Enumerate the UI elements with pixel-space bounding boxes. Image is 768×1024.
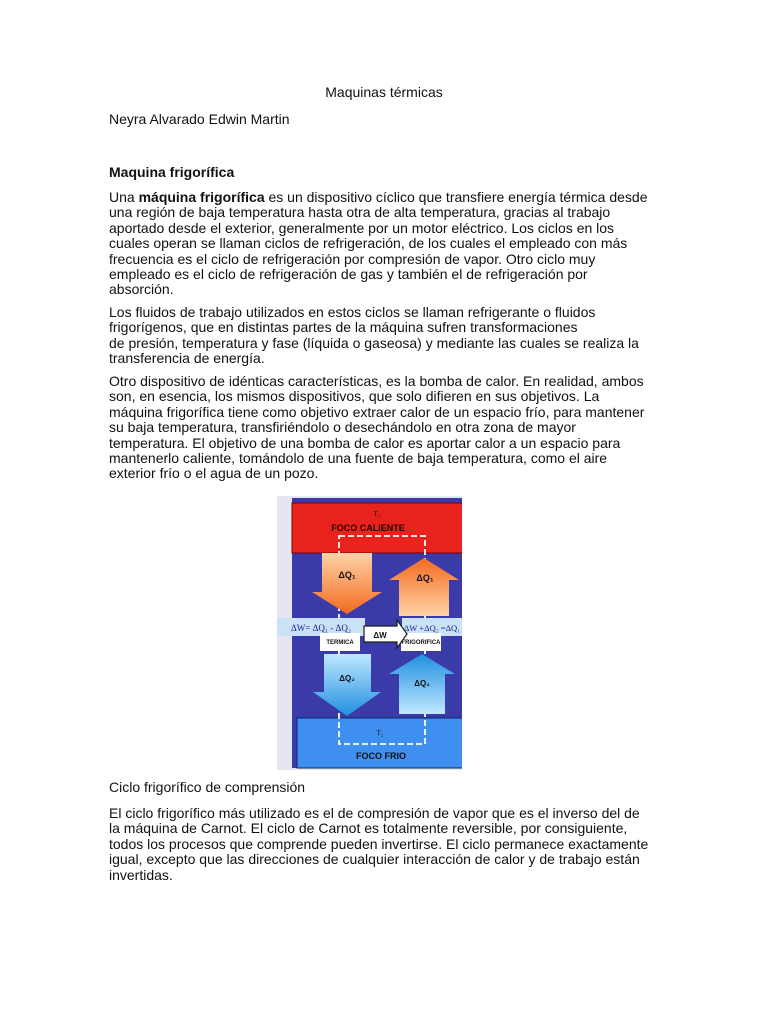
paragraph-4-line: todos los procesos que comprende pueden invertirse. El ciclo permanece exactamente — [109, 835, 649, 852]
frigorifica-label: FRIGORIFICA — [401, 640, 441, 646]
paragraph-2-line: Los fluidos de trabajo utilizados en estos ciclos se llaman refrigerante o fluidos — [109, 304, 596, 320]
eq-right-label: ΔW +ΔQ₂ =ΔQ₁ — [403, 623, 461, 633]
paragraph-2-line: de presión, temperatura y fase (líquida o gaseosa) y mediante las cuales se realiza la — [109, 334, 639, 351]
paragraph-1-line: empleado es el ciclo de refrigeración de gas y también el de refrigeración por — [109, 266, 588, 283]
dq1-left-label: ΔQ₁ — [338, 570, 356, 580]
paragraph-3-line: exterior frío o el agua de un pozo. — [109, 465, 319, 482]
refrigeration-cycle-diagram — [277, 496, 462, 770]
paragraph-3 — [109, 374, 664, 482]
dq2-left-label: ΔQ₂ — [339, 674, 355, 683]
author-name: Neyra Alvarado Edwin Martin — [109, 111, 290, 127]
diagram-caption: Ciclo frigorífico de comprensión — [109, 779, 306, 795]
paragraph-1-line: absorción. — [109, 281, 174, 298]
paragraph-3-line: temperatura. El objetivo de una bomba de calor es aportar calor a un espacio para — [109, 434, 621, 451]
paragraph-1-line: una región de baja temperatura hasta otra de alta temperatura, gracias al trabajo — [109, 204, 611, 221]
dq2-right-label: ΔQ₂ — [414, 679, 430, 688]
dq1-right-label: ΔQ₁ — [416, 573, 434, 583]
eq-left-label: ΔW= ΔQ₁ - ΔQ₂ — [291, 623, 351, 633]
paragraph-4-line: El ciclo frigorífico más utilizado es el de compresión de vapor que es el inverso del de — [109, 805, 640, 821]
paragraph-1-line: frecuencia es el ciclo de refrigeración por compresión de vapor. Otro ciclo muy — [109, 250, 596, 267]
paragraph-1-line: cuales operan se llaman ciclos de refrigeración, de los cuales el empleado con más — [109, 235, 628, 252]
cold-reservoir-label: FOCO FRIO — [356, 751, 406, 761]
paragraph-4-line: igual, excepto que las direcciones de cualquier interacción de calor y de trabajo están — [109, 851, 640, 868]
cold-temp-label: T₂ — [376, 729, 384, 737]
paragraph-4-line: invertidas. — [109, 866, 173, 883]
hot-reservoir-label: FOCO CALIENTE — [331, 523, 405, 533]
paragraph-1 — [109, 190, 664, 298]
document-title: Maquinas térmicas — [325, 84, 443, 100]
bold-term: máquina frigorífica — [138, 189, 265, 205]
work-label: ΔW — [373, 631, 387, 640]
paragraph-3-line: mantenerlo caliente, tomándolo de una fuente de baja temperatura, como el aire — [109, 450, 608, 467]
hot-temp-label: T₁ — [373, 510, 381, 518]
section-heading: Maquina frigorífica — [109, 164, 235, 180]
termica-label: TERMICA — [326, 640, 354, 646]
paragraph-1-line-1: Una máquina frigorífica es un dispositivo cíclico que transfiere energía térmica desde — [109, 189, 648, 205]
paragraph-3-line: son, en esencia, los mismos dispositivos, que solo difieren en sus objetivos. La — [109, 388, 600, 405]
paragraph-3-line: Otro dispositivo de idénticas características, es la bomba de calor. En realidad, ambos — [109, 373, 644, 389]
paragraph-2-line: frigorígenos, que en distintas partes de la máquina sufren transformaciones — [109, 319, 578, 336]
paragraph-4 — [109, 806, 664, 883]
paragraph-4-line: la máquina de Carnot. El ciclo de Carnot es totalmente reversible, por consiguiente, — [109, 820, 628, 837]
paragraph-2-line: transferencia de energía. — [109, 350, 265, 367]
paragraph-2 — [109, 305, 664, 367]
paragraph-3-line: su baja temperatura, transfiriéndolo o desechándolo en otra zona de mayor — [109, 419, 576, 436]
paragraph-1-line: aportado desde el exterior, generalmente por un motor eléctrico. Los ciclos en los — [109, 219, 615, 236]
paragraph-3-line: máquina frigorífica tiene como objetivo extraer calor de un espacio frío, para mantener — [109, 403, 645, 420]
